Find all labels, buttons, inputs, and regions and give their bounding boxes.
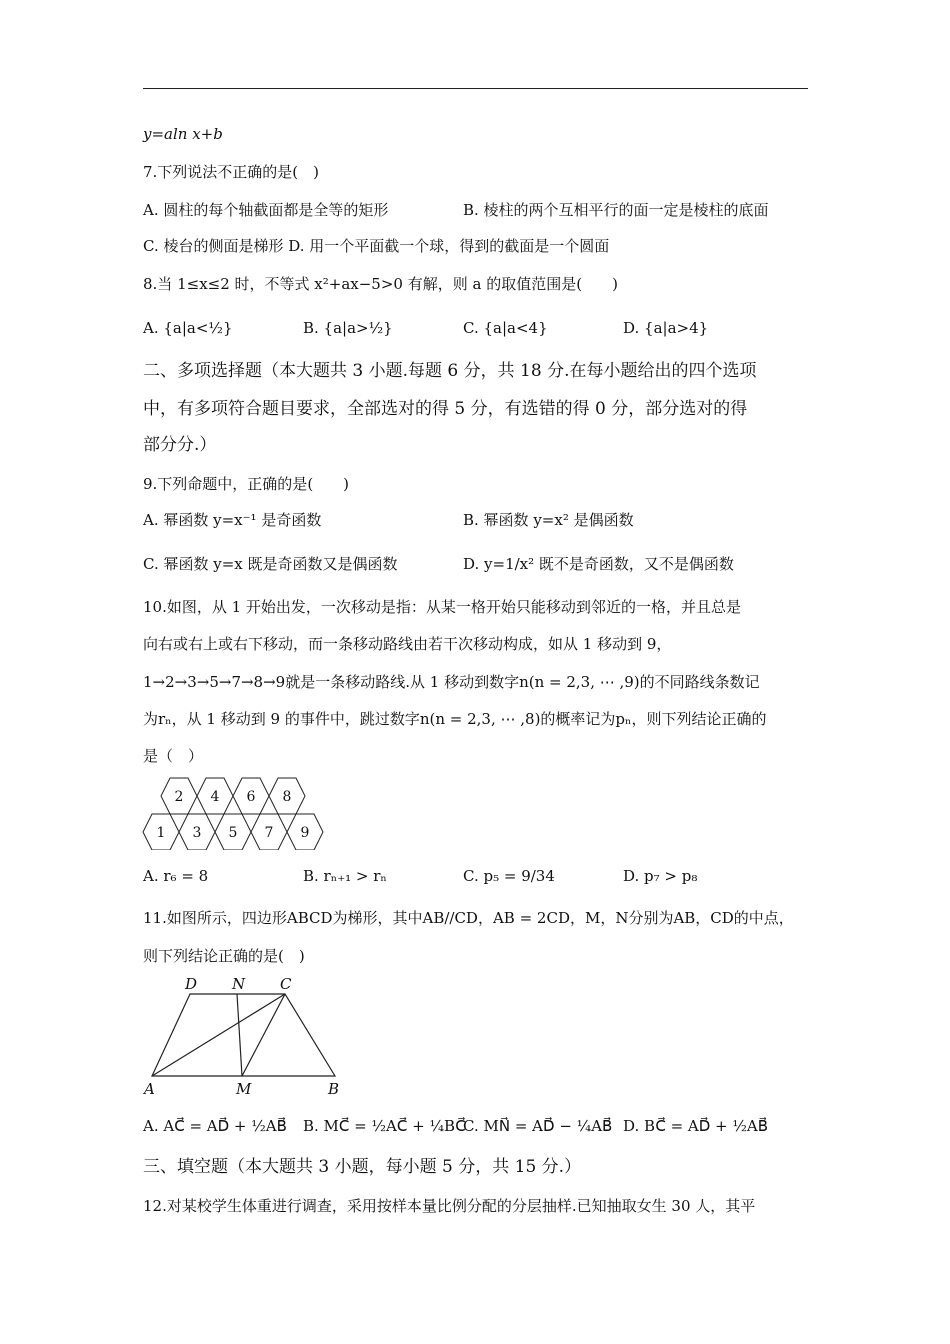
q8-option-b: B. {a|a>½} (303, 319, 393, 337)
section-2-heading-3: 部分分.） (143, 435, 217, 455)
hex-label: 6 (246, 789, 256, 805)
q9-option-c: C. 幂函数 y=x 既是奇函数又是偶函数 (143, 555, 398, 573)
hex-label: 4 (210, 789, 220, 805)
hex-label: 1 (156, 825, 166, 841)
label-a: A (144, 1080, 155, 1098)
hex-label: 3 (192, 825, 202, 841)
q7-option-cd: C. 棱台的侧面是梯形 D. 用一个平面截一个球，得到的截面是一个圆面 (143, 237, 610, 255)
q10-option-b: B. rₙ₊₁ > rₙ (303, 867, 387, 885)
q10-option-c: C. p₅ = 9/34 (463, 867, 555, 885)
question-9: 9.下列命题中，正确的是( ) (143, 475, 350, 493)
question-10-line-1: 10.如图，从 1 开始出发，一次移动是指：从某一格开始只能移动到邻近的一格，并且总是 (143, 598, 741, 616)
segment-ac (152, 994, 285, 1076)
label-n: N (232, 975, 246, 993)
section-2-heading: 二、多项选择题（本大题共 3 小题.每题 6 分，共 18 分.在每小题给出的四个选项 (143, 361, 757, 381)
q10-option-a: A. r₆ = 8 (143, 867, 209, 885)
question-11-line-2: 则下列结论正确的是( ) (143, 947, 305, 965)
question-10-line-5: 是（ ） (143, 747, 204, 765)
q11-option-c: C. MN⃗ = AD⃗ − ¼AB⃗ (463, 1117, 613, 1135)
q9-option-d: D. y=1/x² 既不是奇函数，又不是偶函数 (463, 555, 734, 573)
segment-mc (242, 994, 285, 1076)
label-b: B (328, 1080, 340, 1098)
q7-option-a: A. 圆柱的每个轴截面都是全等的矩形 (143, 201, 389, 219)
question-7: 7.下列说法不正确的是( ) (143, 163, 320, 181)
q11-option-a: A. AC⃗ = AD⃗ + ½AB⃗ (143, 1117, 287, 1135)
q11-option-d: D. BC⃗ = AD⃗ + ½AB⃗ (623, 1117, 769, 1135)
question-10-line-2: 向右或右上或右下移动，而一条移动路线由若干次移动构成，如从 1 移动到 9， (143, 635, 672, 653)
trapezoid-figure (140, 970, 350, 1100)
hex-label: 7 (264, 825, 274, 841)
section-2-heading-2: 中，有多项符合题目要求，全部选对的得 5 分，有选错的得 0 分，部分选对的得 (143, 399, 748, 419)
q8-option-a: A. {a|a<½} (143, 319, 233, 337)
hex-label: 8 (282, 789, 292, 805)
hex-label: 2 (174, 789, 184, 805)
q9-option-a: A. 幂函数 y=x⁻¹ 是奇函数 (143, 511, 322, 529)
hexagon-grid (140, 772, 330, 850)
label-m: M (236, 1080, 252, 1098)
question-11-line-1: 11.如图所示，四边形ABCD为梯形，其中AB//CD，AB = 2CD，M，N分别为AB，CD的中点， (143, 909, 794, 927)
question-10-line-3: 1→2→3→5→7→8→9就是一条移动路线.从 1 移动到数字n(n = 2,3, ⋯ ,9)的不同路线条数记 (143, 673, 760, 691)
q11-option-b: B. MC⃗ = ½AC⃗ + ¼BC⃗ (303, 1117, 466, 1135)
question-8: 8.当 1≤x≤2 时，不等式 x²+ax−5>0 有解，则 a 的取值范围是( ) (143, 275, 618, 293)
label-d: D (185, 975, 198, 993)
trapezoid-abcd (152, 994, 335, 1076)
formula-line: y=aln x+b (143, 125, 223, 143)
hex-label: 9 (300, 825, 310, 841)
q8-option-c: C. {a|a<4} (463, 319, 548, 337)
q10-option-d: D. p₇ > p₈ (623, 867, 698, 885)
header-rule (143, 88, 808, 89)
q7-option-b: B. 棱柱的两个互相平行的面一定是棱柱的底面 (463, 201, 769, 219)
label-c: C (280, 975, 292, 993)
q8-option-d: D. {a|a>4} (623, 319, 709, 337)
question-10-line-4: 为rₙ，从 1 移动到 9 的事件中，跳过数字n(n = 2,3, ⋯ ,8)的概率记为pₙ，则下列结论正确的 (143, 710, 767, 728)
q9-option-b: B. 幂函数 y=x² 是偶函数 (463, 511, 634, 529)
segment-mn (237, 994, 242, 1076)
section-3-heading: 三、填空题（本大题共 3 小题，每小题 5 分，共 15 分.） (143, 1157, 582, 1177)
question-12: 12.对某校学生体重进行调查，采用按样本量比例分配的分层抽样.已知抽取女生 30 人，其平 (143, 1197, 756, 1215)
hex-label: 5 (228, 825, 238, 841)
